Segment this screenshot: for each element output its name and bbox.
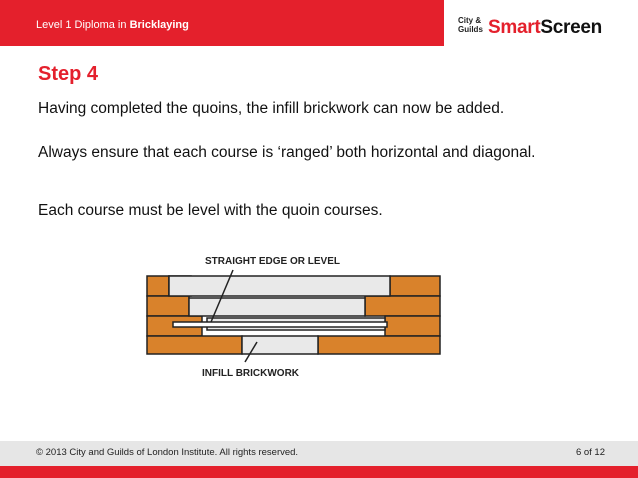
course-prefix: Level 1 Diploma in	[36, 19, 130, 31]
brick	[147, 336, 242, 354]
straight-edge-level	[173, 322, 387, 327]
brick	[385, 316, 440, 336]
label-infill-brickwork: INFILL BRICKWORK	[202, 368, 300, 379]
infill-course	[242, 336, 318, 354]
brick	[147, 296, 189, 316]
paragraph-2: Always ensure that each course is ‘ranged’ both horizontal and diagonal.	[38, 144, 536, 161]
bottom-red-bar	[0, 466, 638, 478]
paragraph-1: Having completed the quoins, the infill brickwork can now be added.	[38, 100, 505, 117]
logo-city-text: City &	[458, 16, 482, 25]
brickwork-diagram	[145, 250, 445, 382]
brick	[390, 276, 440, 296]
logo-guilds-text: Guilds	[458, 24, 483, 34]
course-title	[36, 17, 189, 33]
city-guilds-logo	[458, 17, 484, 34]
course-subject: Bricklaying	[129, 19, 189, 31]
brick	[147, 276, 169, 296]
brick	[365, 296, 440, 316]
infill-course	[169, 276, 390, 296]
page-number: 6 of 12	[575, 447, 605, 458]
brick	[318, 336, 440, 354]
label-straight-edge: STRAIGHT EDGE OR LEVEL	[205, 256, 341, 267]
smartscreen-wordmark	[488, 18, 602, 38]
logo-screen-text: Screen	[540, 17, 602, 38]
copyright-text: © 2013 City and Guilds of London Institute. All rights reserved.	[36, 447, 299, 458]
paragraph-3: Each course must be level with the quoin courses.	[38, 202, 383, 219]
slide-title: Step 4	[38, 63, 99, 85]
logo-smart-text: Smart	[488, 17, 541, 38]
